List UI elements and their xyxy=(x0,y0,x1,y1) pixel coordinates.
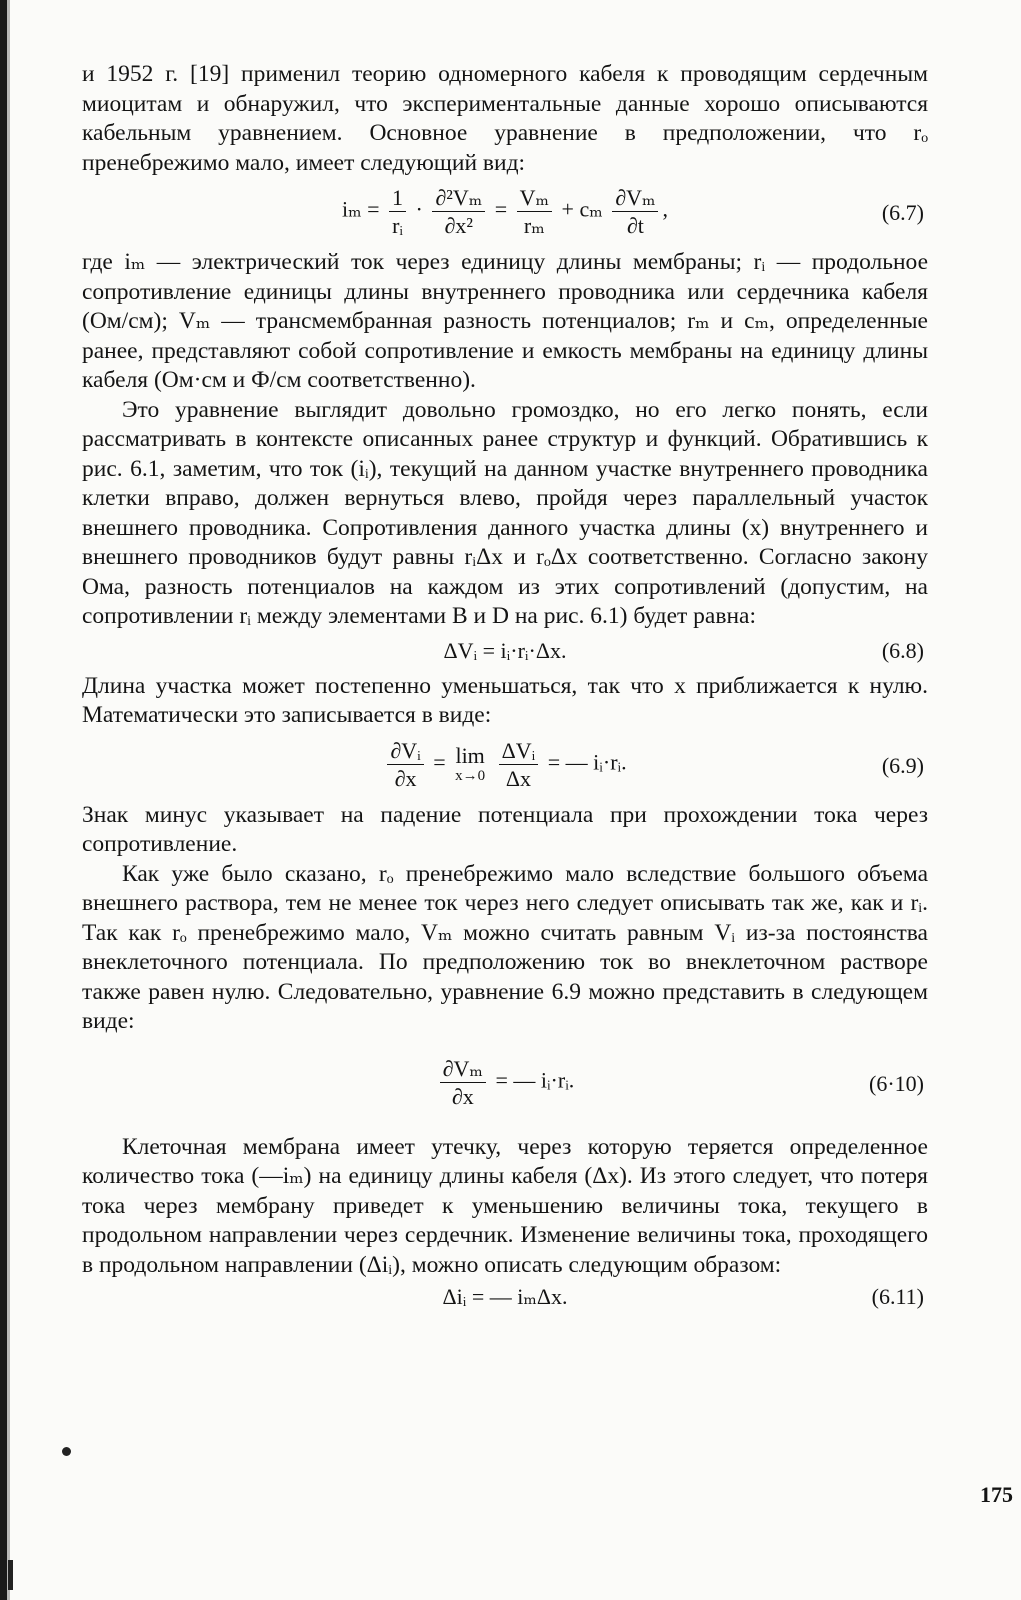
eq67-frac-1-num: 1 xyxy=(389,184,406,212)
eq67-frac-3 xyxy=(517,184,552,239)
paragraph-5: Знак минус указывает на падение потенциала при прохождении тока через сопротивление. xyxy=(82,801,928,857)
equation-6-10-formula xyxy=(82,1055,928,1110)
paragraph-3: Это уравнение выглядит довольно громоздко, но его легко понять, если рассматривать в контексте описанных ранее структур и функций. Обратившись к рис. 6.1, заметим, что ток (iᵢ), текущий на данном участке внутреннего проводника клетки вправо, должен вернуться влево, пройдя через параллельный участок внешнего проводника. Сопротивления данного участка длины (x) внутреннего и внешнего проводников будут равны rᵢΔx и rₒΔx соответственно. Согласно закону Ома, разность потенциалов на каждом из этих сопротивлений (допустим, на сопротивлении rᵢ между элементами B и D на рис. 6.1) будет равна: xyxy=(82,396,928,629)
eq69-frac-1-den: ∂x xyxy=(394,765,417,791)
eq67-comma: , xyxy=(662,196,668,222)
eq67-equals: = xyxy=(494,196,508,222)
equation-number-6-8: (6.8) xyxy=(881,637,924,663)
eq69-frac-2-den: Δx xyxy=(505,765,532,791)
eq67-frac-4 xyxy=(612,184,658,239)
eq67-frac-4-den: ∂t xyxy=(626,213,644,238)
eq67-dot: · xyxy=(415,196,423,222)
equation-number-6-10: (6·10) xyxy=(869,1070,924,1096)
eq67-lhs: iₘ = xyxy=(342,196,380,222)
eq67-frac-3-num: Vₘ xyxy=(517,184,552,212)
equation-6-7 xyxy=(82,178,928,248)
eq67-frac-1-den: rᵢ xyxy=(392,213,403,238)
eq69-rhs: = — iᵢ·rᵢ. xyxy=(547,749,627,775)
equation-number-6-7: (6.7) xyxy=(881,200,924,225)
eq69-lim-label: lim xyxy=(455,743,485,768)
scan-edge-shadow xyxy=(7,0,10,1600)
equation-6-8-formula: ΔVᵢ = iᵢ·rᵢ·Δx. xyxy=(443,637,567,663)
equation-6-11 xyxy=(82,1280,928,1320)
paragraph-4: Длина участка может постепенно уменьшаться, так что x приближается к нулю. Математически это записывается в виде: xyxy=(82,672,928,728)
scan-mark xyxy=(8,1560,13,1590)
eq67-frac-1 xyxy=(389,184,406,239)
paragraph-2: где iₘ — электрический ток через единицу длины мембраны; rᵢ — продольное сопротивление единицы длины внутреннего проводника или сердечника кабеля (Ом/см); Vₘ — трансмембранная разность потенциалов; rₘ и cₘ, определенные ранее, представляют собой сопротивление и емкость мембраны на единицу длины кабеля (Ом·см и Ф/см соответственно). xyxy=(82,249,928,393)
ink-dot xyxy=(62,1447,71,1456)
eq69-frac-1 xyxy=(387,737,423,792)
page-body xyxy=(82,60,928,1320)
page-number: 175 xyxy=(980,1482,1013,1507)
eq610-rhs: = — iᵢ·rᵢ. xyxy=(495,1067,575,1093)
eq610-frac-1 xyxy=(440,1055,486,1110)
eq69-limit xyxy=(455,744,485,784)
equation-6-7-formula xyxy=(82,184,928,239)
eq67-frac-2-num: ∂²Vₘ xyxy=(432,184,485,212)
equation-number-6-9: (6.9) xyxy=(881,752,924,778)
equation-6-8 xyxy=(82,632,928,672)
eq67-plus-cm: + cₘ xyxy=(561,196,603,222)
equation-6-11-formula: Δiᵢ = — iₘΔx. xyxy=(442,1284,568,1309)
eq69-frac-2 xyxy=(499,737,539,792)
eq67-frac-4-num: ∂Vₘ xyxy=(612,184,658,212)
eq69-lim-sub: x→0 xyxy=(455,768,486,784)
equation-6-9 xyxy=(82,731,928,801)
eq69-frac-2-num: ΔVᵢ xyxy=(499,737,539,765)
equation-number-6-11: (6.11) xyxy=(871,1284,924,1309)
eq610-frac-1-num: ∂Vₘ xyxy=(440,1055,486,1083)
paragraph-1: и 1952 г. [19] применил теорию одномерного кабеля к проводящим сердечным миоцитам и обнаружил, что экспериментальные данные хорошо описываются кабельным уравнением. Основное уравнение в предположении, что rₒ пренебрежимо мало, имеет следующий вид: xyxy=(82,61,928,176)
eq67-frac-2-den: ∂x² xyxy=(444,213,474,238)
paragraph-7: Клеточная мембрана имеет утечку, через которую теряется определенное количество тока (—iₘ) на единицу длины кабеля (Δx). Из этого следует, что потеря тока через мембрану приведет к уменьшению величины тока, текущего в продольном направлении через сердечник. Изменение величины тока, проходящего в продольном направлении (Δiᵢ), можно описать следующим образом: xyxy=(82,1133,928,1278)
eq67-frac-3-den: rₘ xyxy=(523,213,545,238)
eq69-equals: = xyxy=(433,749,446,775)
eq69-frac-1-num: ∂Vᵢ xyxy=(387,737,423,765)
scan-edge xyxy=(0,0,7,1600)
eq610-frac-1-den: ∂x xyxy=(451,1083,474,1109)
eq67-frac-2 xyxy=(432,184,485,239)
equation-6-9-formula xyxy=(82,737,928,792)
equation-6-10 xyxy=(82,1037,928,1133)
paragraph-6: Как уже было сказано, rₒ пренебрежимо мало вследствие большого объема внешнего раствора, тем не менее ток через него следует описывать так же, как и rᵢ. Так как rₒ пренебрежимо мало, Vₘ можно считать равным Vᵢ из-за постоянства внеклеточного потенциала. По предположению ток во внеклеточном растворе также равен нулю. Следовательно, уравнение 6.9 можно представить в следующем виде: xyxy=(82,860,928,1034)
